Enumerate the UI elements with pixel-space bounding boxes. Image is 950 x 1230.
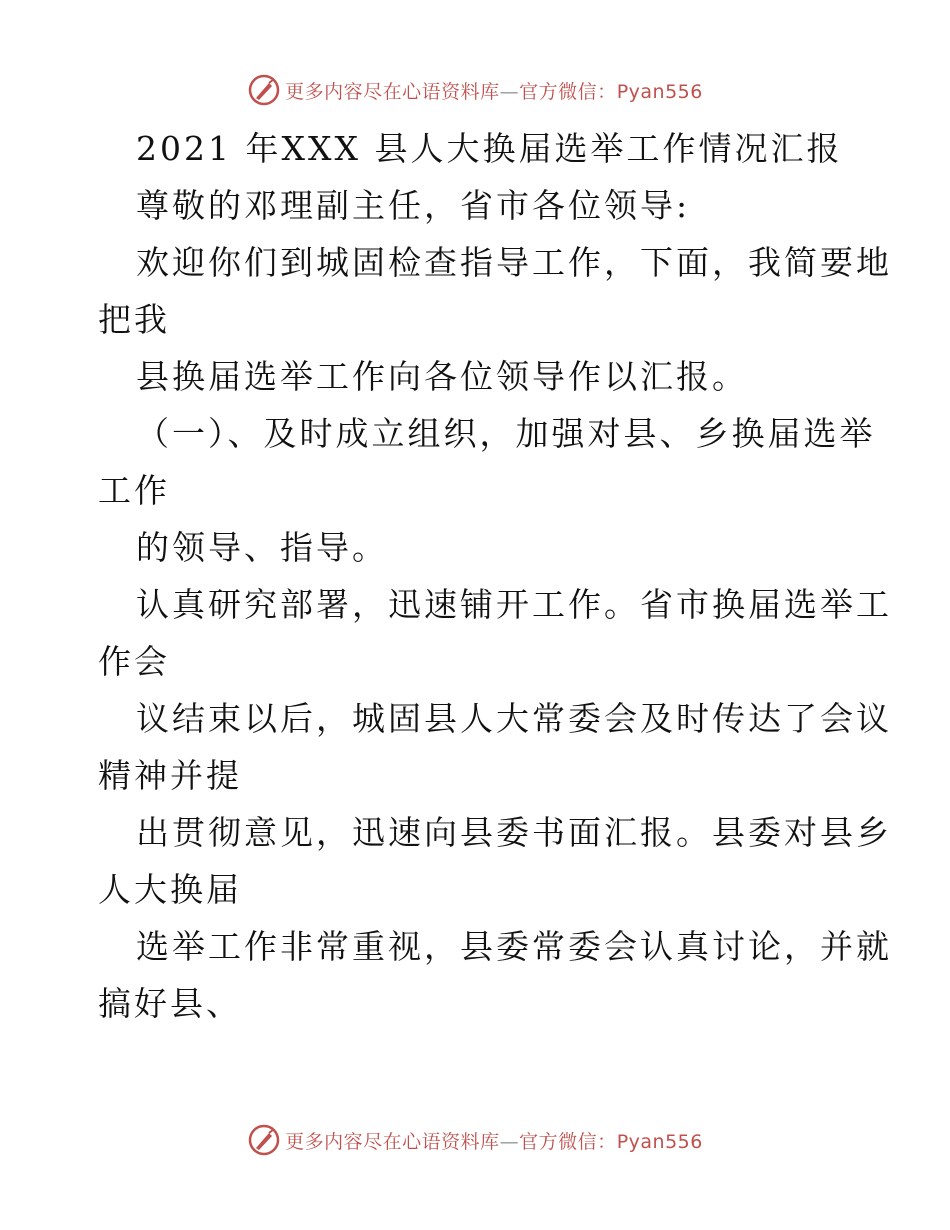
footer-watermark — [0, 1118, 950, 1162]
text-line: 作会 — [98, 642, 170, 681]
text-line: （一）、及时成立组织，加强对县、乡换届选举 — [136, 414, 876, 453]
text-line: 认真研究部署，迅速铺开工作。省市换届选举工 — [136, 585, 892, 624]
watermark-wechat-label: 官方微信： — [519, 1130, 617, 1153]
text-line: 出贯彻意见，迅速向县委书面汇报。县委对县乡 — [136, 813, 892, 852]
text-line: 欢迎你们到城固检查指导工作，下面，我简要地 — [136, 243, 892, 282]
text-line: 精神并提 — [98, 756, 242, 795]
header-watermark — [0, 68, 950, 112]
watermark-separator: — — [499, 80, 520, 103]
watermark-wechat-id: Pyan556 — [616, 1130, 703, 1153]
document-body — [98, 120, 892, 1032]
text-line: 议结束以后，城固县人大常委会及时传达了会议 — [136, 699, 892, 738]
text-line: 的领导、指导。 — [136, 528, 388, 567]
text-line: 搞好县、 — [98, 984, 242, 1023]
text-line: 工作 — [98, 471, 170, 510]
watermark-wechat-label: 官方微信： — [519, 80, 617, 103]
text-line: 把我 — [98, 300, 170, 339]
watermark-brand: 更多内容尽在心语资料库 — [285, 1130, 500, 1153]
watermark-separator: — — [499, 1130, 520, 1153]
watermark-wechat-id: Pyan556 — [616, 80, 703, 103]
text-line: 2021 年XXX 县人大换届选举工作情况汇报 — [136, 129, 843, 168]
watermark-brand: 更多内容尽在心语资料库 — [285, 80, 500, 103]
quill-pen-circle-icon — [247, 1123, 281, 1157]
text-line: 选举工作非常重视，县委常委会认真讨论，并就 — [136, 927, 892, 966]
text-line: 尊敬的邓理副主任，省市各位领导: — [136, 186, 691, 225]
text-line: 县换届选举工作向各位领导作以汇报。 — [136, 357, 748, 396]
quill-pen-circle-icon — [247, 73, 281, 107]
text-line: 人大换届 — [98, 870, 242, 909]
